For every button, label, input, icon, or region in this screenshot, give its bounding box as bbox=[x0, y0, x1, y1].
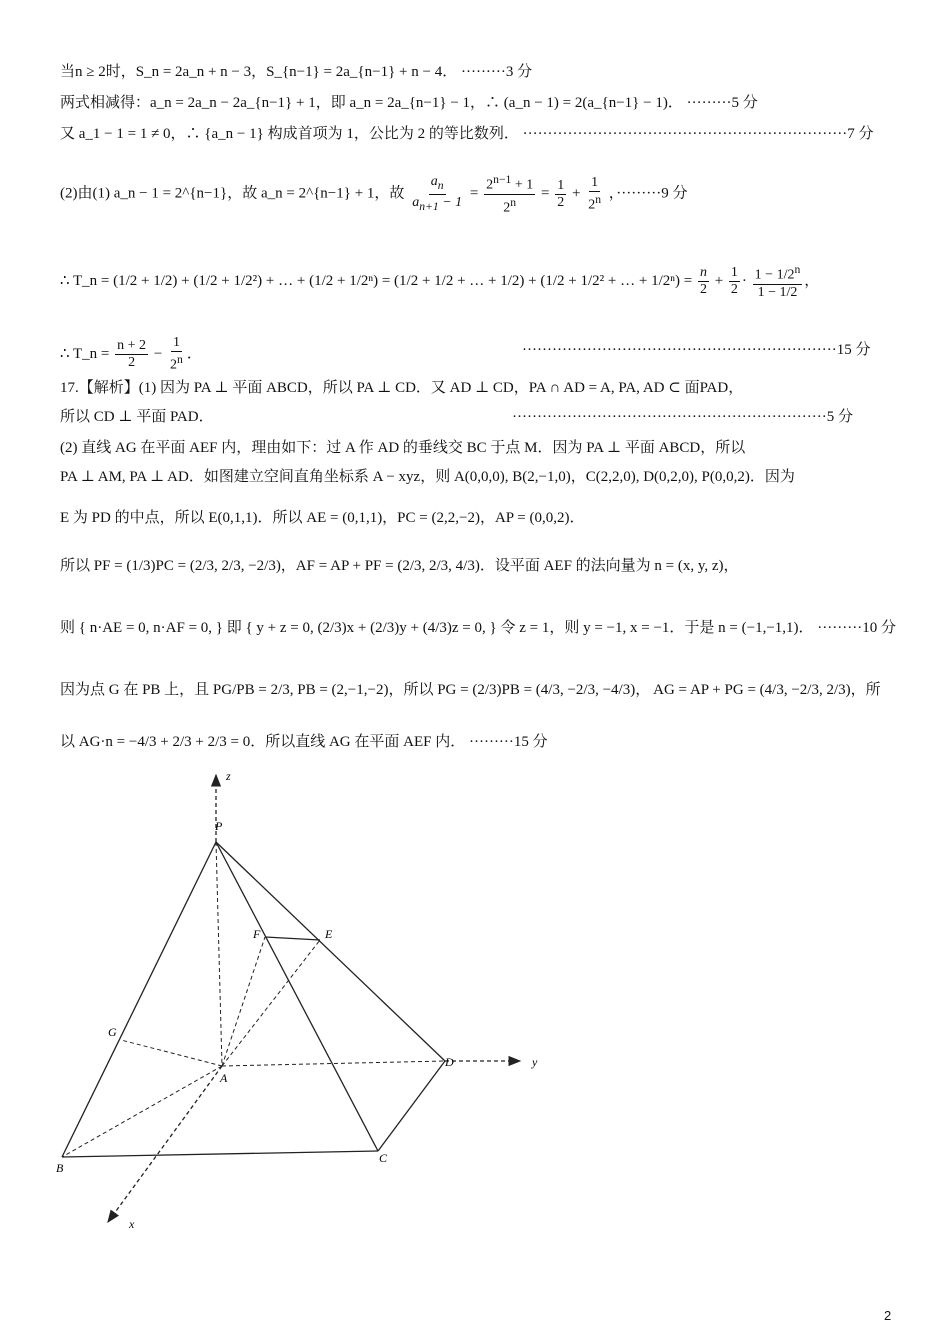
edge-CD bbox=[378, 1061, 445, 1151]
text-line-4: (2)由(1) a_n − 1 = 2^{n−1}，故 a_n = 2^{n−1} + 1，故 $\frac{a_n}{a_{n+1} - 1}$ = $\frac{2^{n-1} + 1}{2^n}$ = $\frac{1}{2}$ + $\frac{1}{2^n}$ ，·········9 分 bbox=[60, 173, 688, 216]
text-line-5-start: ∴ T_n = (1/2 + 1/2) + (1/2 + 1/2²) + … + (1/2 + 1/2ⁿ) = (1/2 + 1/2 + … + 1/2) + (1/2 + 1/2² + … + 1/2ⁿ) = bbox=[60, 272, 693, 289]
text-line-4-start: (2)由(1) a_n − 1 = 2^{n−1}，故 a_n = 2^{n−1} + 1，故 bbox=[60, 185, 405, 202]
edge-PD bbox=[216, 842, 445, 1061]
text-line-1: 当n ≥ 2时，S_n = 2a_n + n − 3，S_{n−1} = 2a_{n−1} + n − 4． ·········3 分 bbox=[60, 64, 533, 80]
label-x: x bbox=[129, 1217, 135, 1231]
text-line-6-score: ·······························································15 分 bbox=[522, 342, 871, 358]
fraction-an: $\frac{a_n}{a_{n+1} - 1}$ bbox=[412, 173, 463, 213]
text-line-15: 以 AG·n = −4/3 + 2/3 + 2/3 = 0．所以直线 AG 在平面 AEF 内． ·········15 分 bbox=[60, 734, 548, 750]
text-line-8: 所以 CD ⊥ 平面 PAD． bbox=[60, 409, 214, 425]
label-E: E bbox=[325, 927, 333, 941]
text-line-5: ∴ T_n = (1/2 + 1/2) + (1/2 + 1/2²) + … + (1/2 + 1/2ⁿ) = (1/2 + 1/2 + … + 1/2) + (1/2 + 1/2² + … + 1/2ⁿ) = $\frac{n}{2}$ + $\frac{1}{2}$ · $\frac{1 - 1/2^n}{1 - 1/2}$ ， bbox=[60, 263, 820, 300]
text-line-10: PA ⊥ AM, PA ⊥ AD．如图建立空间直角坐标系 A − xyz，则 A(0,0,0), B(2,−1,0)，C(2,2,0), D(0,2,0), P(0,0,2)．因为 bbox=[60, 469, 795, 485]
edge-BC bbox=[62, 1151, 378, 1157]
label-C: C bbox=[379, 1151, 388, 1165]
text-line-3: 又 a_1 − 1 = 1 ≠ 0，∴ {a_n − 1} 构成首项为 1，公比为 2 的等比数列． ·································································7 分 bbox=[60, 126, 874, 142]
edge-PC bbox=[216, 842, 378, 1151]
edge-PA bbox=[216, 842, 222, 1066]
text-line-13: 则 { n·AE = 0, n·AF = 0, } 即 { y + z = 0, (2/3)x + (2/3)y + (4/3)z = 0, } 令 z = 1，则 y = −1, x = −1．于是 n = (−1,−1,1)． ·········10 分 bbox=[60, 620, 896, 636]
fraction-n-plus-2: $\frac{n + 2}{2}$ bbox=[117, 337, 147, 370]
text-line-4-end: ，·········9 分 bbox=[608, 185, 688, 202]
edge-AB bbox=[62, 1066, 222, 1157]
text-line-14: 因为点 G 在 PB 上，且 PG/PB = 2/3, PB = (2,−1,−2)，所以 PG = (2/3)PB = (4/3, −2/3, −4/3)， AG = AP + PG = (4/3, −2/3, 2/3)，所 bbox=[60, 682, 881, 698]
label-y: y bbox=[532, 1055, 538, 1069]
label-F: F bbox=[253, 927, 261, 941]
fraction-inv-power-2: $\frac{1}{2^n}$ bbox=[170, 335, 183, 373]
label-A: A bbox=[220, 1071, 228, 1085]
fraction-geometric: $\frac{1 - 1/2^n}{1 - 1/2}$ bbox=[754, 263, 801, 300]
text-line-8-score: ·······························································5 分 bbox=[512, 409, 853, 425]
fraction-half-2: $\frac{1}{2}$ bbox=[730, 264, 738, 297]
fraction-half: $\frac{1}{2}$ bbox=[557, 177, 565, 210]
edge-AG bbox=[121, 1040, 222, 1066]
edge-AF bbox=[222, 937, 265, 1066]
fraction-n-half: $\frac{n}{2}$ bbox=[699, 264, 707, 297]
text-line-11: E 为 PD 的中点，所以 E(0,1,1)．所以 AE = (0,1,1)，PC = (2,2,−2)，AP = (0,0,2)． bbox=[60, 510, 585, 526]
label-G: G bbox=[108, 1025, 117, 1039]
text-line-6-start: ∴ T_n = bbox=[60, 345, 110, 362]
label-P: P bbox=[215, 819, 223, 833]
label-B: B bbox=[56, 1161, 64, 1175]
edge-FE bbox=[265, 937, 320, 940]
text-line-2: 两式相减得：a_n = 2a_n − 2a_{n−1} + 1，即 a_n = 2a_{n−1} − 1，∴ (a_n − 1) = 2(a_{n−1} − 1)． ·········5 分 bbox=[60, 95, 758, 111]
pyramid-figure bbox=[0, 760, 600, 1240]
fraction-inv-power: $\frac{1}{2^n}$ bbox=[588, 174, 602, 213]
x-axis bbox=[108, 1066, 222, 1222]
fraction-power: $\frac{2^{n-1} + 1}{2^n}$ bbox=[486, 173, 534, 216]
page-number: 2 bbox=[884, 1308, 892, 1323]
text-line-12: 所以 PF = (1/3)PC = (2/3, 2/3, −2/3)，AF = AP + PF = (2/3, 2/3, 4/3)．设平面 AEF 的法向量为 n = (x, y, z)， bbox=[60, 558, 739, 574]
edge-PB bbox=[62, 842, 216, 1157]
edge-AE bbox=[222, 940, 320, 1066]
text-line-9: (2) 直线 AG 在平面 AEF 内，理由如下：过 A 作 AD 的垂线交 BC 于点 M．因为 PA ⊥ 平面 ABCD，所以 bbox=[60, 440, 746, 456]
label-z: z bbox=[226, 769, 231, 783]
label-D: D bbox=[445, 1055, 454, 1069]
text-line-6: ∴ T_n = $\frac{n + 2}{2}$ − $\frac{1}{2^n}$ ． bbox=[60, 335, 202, 373]
text-line-7: 17.【解析】(1) 因为 PA ⊥ 平面 ABCD，所以 PA ⊥ CD．又 AD ⊥ CD，PA ∩ AD = A, PA, AD ⊂ 面PAD， bbox=[60, 380, 744, 396]
